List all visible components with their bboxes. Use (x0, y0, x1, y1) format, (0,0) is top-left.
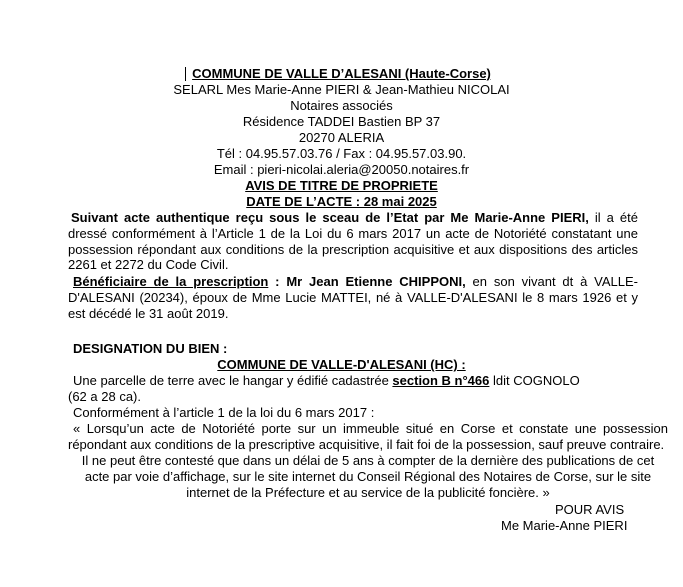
selarl-line: SELARL Mes Marie-Anne PIERI & Jean-Mathieu NICOLAI (173, 82, 510, 97)
beneficiaire-name: Mr Jean Etienne CHIPPONI, (286, 274, 466, 289)
parcel-section: section B n°466 (392, 373, 490, 388)
city-line: 20270 ALERIA (298, 130, 385, 145)
beneficiaire-details: en son vivant dt à VALLE-D'ALESANI (20234), époux de Mme Lucie MATTEI, né à VALLE-D'ALESANI le 8 mars 1926 et y est décédé le 31 août 2019. (68, 274, 638, 321)
beneficiaire-label: Bénéficiaire de la prescription (73, 274, 269, 289)
beneficiaire-colon: : (268, 274, 287, 289)
paragraph-acte-lead: Suivant acte authentique reçu sous le sceau de l’Etat par Me Marie-Anne PIERI, (71, 210, 589, 225)
designation-heading: DESIGNATION DU BIEN : (73, 341, 228, 356)
conformement-line: Conformément à l’article 1 de la loi du 6 mars 2017 : (73, 405, 375, 420)
parcel-line (73, 373, 580, 389)
parcel-area: (62 a 28 ca). (68, 389, 141, 404)
pour-avis: POUR AVIS (555, 502, 625, 517)
paragraph-beneficiaire (68, 274, 638, 321)
paragraph-acte (68, 210, 638, 273)
designation-commune: COMMUNE DE VALLE-D'ALESANI (HC) : (217, 357, 466, 372)
date-acte: DATE DE L’ACTE : 28 mai 2025 (246, 194, 437, 209)
signature: Me Marie-Anne PIERI (501, 518, 628, 533)
avis-title: AVIS DE TITRE DE PROPRIETE (245, 178, 438, 193)
phone-line: Tél : 04.95.57.03.76 / Fax : 04.95.57.03.90. (216, 146, 467, 161)
residence-line: Résidence TADDEI Bastien BP 37 (242, 114, 441, 129)
parcel-description: Une parcelle de terre avec le hangar y édifié cadastrée (73, 373, 393, 388)
paragraph-acte-body: il a été dressé conformément à l’Article 1 de la Loi du 6 mars 2017 un acte de Notoriété constatant une possession répondant aux conditions de la prescription acquisitive et aux dispositions des articles 2261 et 2272 du Code Civil. (68, 210, 638, 273)
quote-paragraph-2 (68, 453, 668, 500)
quote-text-1: « Lorsqu’un acte de Notoriété porte sur un immeuble situé en Corse et constate une possession répondant aux conditions de la prescriptive acquisitive, il fait foi de la possession, sauf preuve contraire. (68, 421, 668, 452)
commune-title: COMMUNE DE VALLE D’ALESANI (Haute-Corse) (192, 66, 491, 81)
notaires-line: Notaires associés (290, 98, 393, 113)
parcel-lieudit: ldit COGNOLO (489, 373, 580, 388)
quote-paragraph-1 (68, 421, 668, 453)
email-line: Email : pieri-nicolai.aleria@20050.notaires.fr (213, 162, 470, 177)
quote-text-2: Il ne peut être contesté que dans un délai de 5 ans à compter de la dernière des publications de cet acte par voie d’affichage, sur le site internet du Conseil Régional des Notaires de Corse, sur le site internet de la Préfecture et au service de la publicité foncière. » (81, 453, 655, 500)
